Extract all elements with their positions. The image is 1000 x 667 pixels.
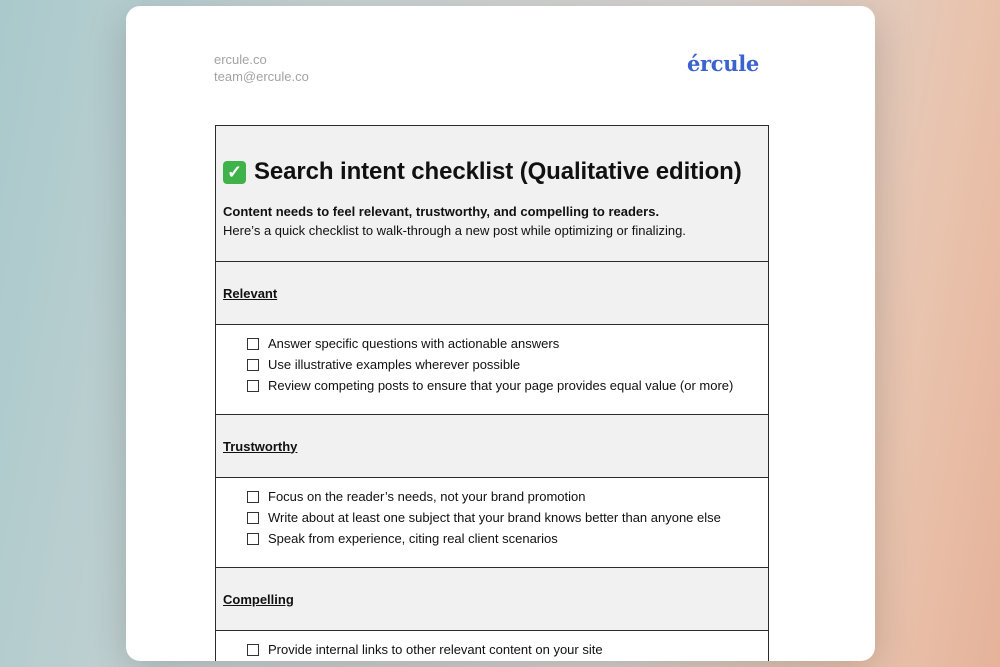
intro-body-text: Here’s a quick checklist to walk-through a new post while optimizing or finalizing.	[223, 223, 686, 238]
email-link[interactable]: team@ercule.co	[214, 69, 309, 84]
checklist-item[interactable]	[216, 333, 768, 354]
checklist-item[interactable]	[216, 507, 768, 528]
checklist-item-label: Provide internal links to other relevant content on your site	[268, 642, 603, 657]
page-title-text: Search intent checklist (Qualitative edition)	[254, 158, 742, 185]
checkbox[interactable]	[247, 512, 259, 524]
checklist-item[interactable]	[216, 354, 768, 375]
checklist-trustworthy	[216, 478, 768, 568]
checkbox[interactable]	[247, 491, 259, 503]
section-heading-text: Relevant	[223, 285, 278, 301]
checklist-item[interactable]	[216, 639, 768, 660]
checkbox[interactable]	[247, 644, 259, 656]
brand-logo: ércule	[686, 51, 759, 76]
section-heading-text: Compelling	[223, 591, 294, 607]
section-heading-text: Trustworthy	[223, 438, 298, 454]
section-heading-relevant	[216, 262, 768, 325]
section-heading-compelling	[216, 568, 768, 631]
checklist-document	[215, 125, 769, 661]
website-link[interactable]: ercule.co	[214, 52, 267, 67]
checklist-item-label: Speak from experience, citing real client scenarios	[268, 531, 558, 546]
checkbox[interactable]	[247, 533, 259, 545]
checklist-item-label: Write about at least one subject that your brand knows better than anyone else	[268, 510, 721, 525]
document-card	[126, 6, 875, 661]
checklist-item-label: Review competing posts to ensure that your page provides equal value (or more)	[268, 378, 734, 393]
checkbox[interactable]	[247, 338, 259, 350]
checklist-compelling	[216, 631, 768, 661]
checklist-item[interactable]	[216, 375, 768, 396]
section-heading-trustworthy	[216, 415, 768, 478]
checkbox[interactable]	[247, 359, 259, 371]
checklist-item-label: Focus on the reader’s needs, not your brand promotion	[268, 489, 586, 504]
check-emoji-icon: ✓	[223, 161, 246, 184]
checkbox[interactable]	[247, 380, 259, 392]
checklist-item-label: Answer specific questions with actionable answers	[268, 336, 560, 351]
checklist-item[interactable]	[216, 486, 768, 507]
contact-info	[214, 51, 309, 85]
intro-section	[216, 126, 768, 262]
checklist-relevant	[216, 325, 768, 415]
page-title	[223, 155, 768, 189]
intro-bold-text: Content needs to feel relevant, trustworthy, and compelling to readers.	[223, 204, 660, 219]
checklist-item-label: Use illustrative examples wherever possible	[268, 357, 521, 372]
intro-text	[223, 202, 768, 240]
checklist-item[interactable]	[216, 528, 768, 549]
